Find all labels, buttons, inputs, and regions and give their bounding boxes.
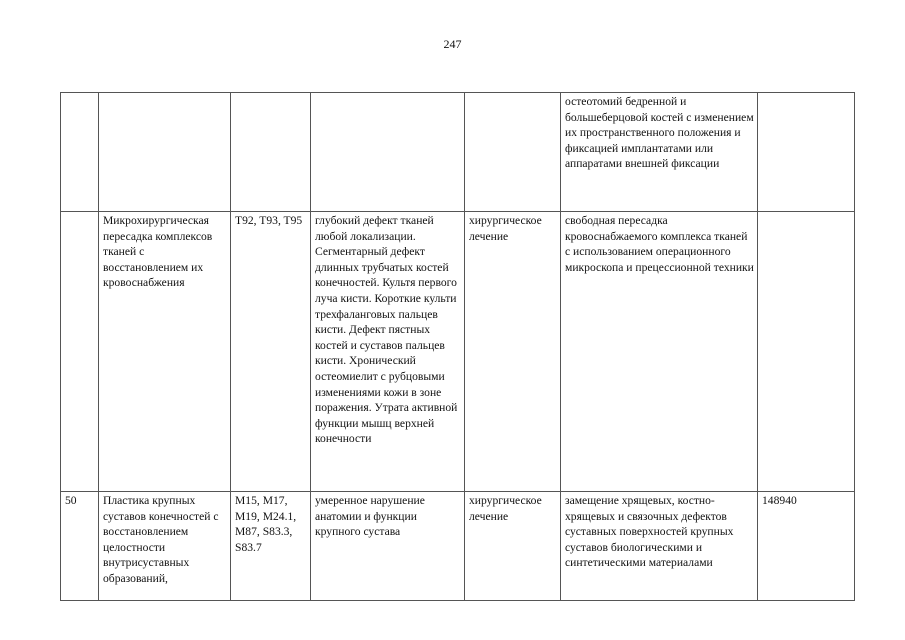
- treatment-type-cell: [465, 93, 561, 212]
- treatment-method-cell: остеотомий бедренной и большеберцовой костей с изменением их пространственного положения и фиксацией имплантатами или аппаратами внешней фиксации: [561, 93, 758, 212]
- row-number-cell: [61, 212, 99, 492]
- procedure-name-cell: Пластика крупных суставов конечностей с восстановлением целостности внутрисуставных образований,: [99, 492, 231, 601]
- treatment-type-cell: хирургическое лечение: [465, 212, 561, 492]
- procedure-name-cell: [99, 93, 231, 212]
- medical-care-table: [60, 92, 855, 601]
- diagnosis-description-cell: глубокий дефект тканей любой локализации. Сегментарный дефект длинных трубчатых костей конечностей. Культя первого луча кисти. Короткие культи трехфаланговых пальцев кисти. Дефект пястных костей и суставов пальцев кисти. Хронический остеомиелит с рубцовыми изменениями кожи в зоне поражения. Утрата активной функции мышц верхней конечности: [311, 212, 465, 492]
- row-number-cell: [61, 93, 99, 212]
- cost-cell: 148940: [758, 492, 855, 601]
- row-number-cell: 50: [61, 492, 99, 601]
- treatment-method-cell: замещение хрящевых, костно-хрящевых и связочных дефектов суставных поверхностей крупных суставов биологическими и синтетическими материалами: [561, 492, 758, 601]
- treatment-type-cell: хирургическое лечение: [465, 492, 561, 601]
- cost-cell: [758, 93, 855, 212]
- treatment-method-cell: свободная пересадка кровоснабжаемого комплекса тканей с использованием операционного микроскопа и прецессионной техники: [561, 212, 758, 492]
- cost-cell: [758, 212, 855, 492]
- diagnosis-description-cell: [311, 93, 465, 212]
- diagnosis-description-cell: умеренное нарушение анатомии и функции крупного сустава: [311, 492, 465, 601]
- diagnosis-codes-cell: T92, T93, T95: [231, 212, 311, 492]
- table-row: [61, 492, 855, 601]
- diagnosis-codes-cell: M15, M17, M19, M24.1, M87, S83.3, S83.7: [231, 492, 311, 601]
- table-row: [61, 212, 855, 492]
- table-row: [61, 93, 855, 212]
- page-number: 247: [443, 37, 462, 51]
- diagnosis-codes-cell: [231, 93, 311, 212]
- procedure-name-cell: Микрохирургическая пересадка комплексов тканей с восстановлением их кровоснабжения: [99, 212, 231, 492]
